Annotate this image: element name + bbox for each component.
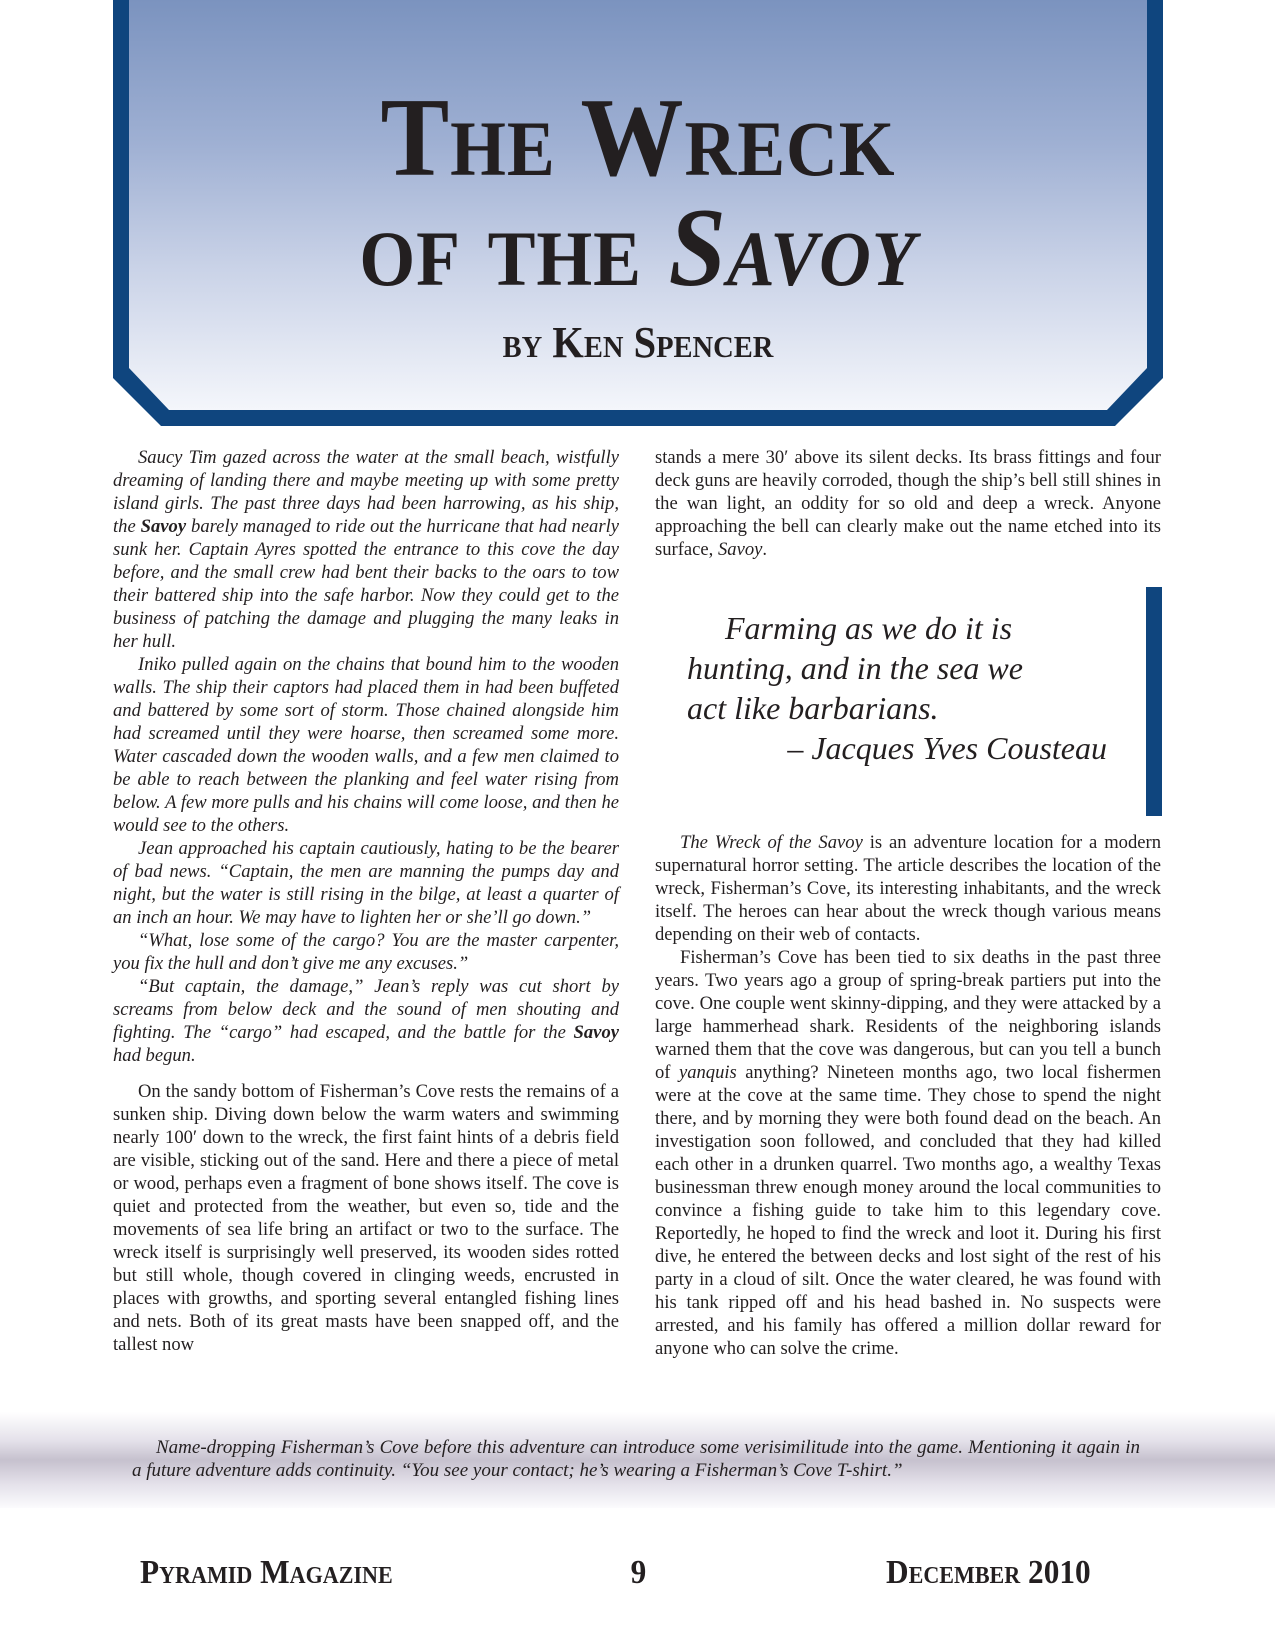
body-paragraph: On the sandy bottom of Fisherman’s Cove rests the remains of a sunken ship. Diving down below the warm waters and swimming nearly 100′ down to the wreck, the first faint hints of a debris field are visible, sticking out of the sand. Here and there a piece of metal or wood, perhaps even a fragment of bone shows itself. The cove is quiet and protected from the weather, but even so, tide and the movements of sea life bring an artifact or two to the surface. The wreck itself is surprisingly well preserved, its wooden sides rotted but still whole, though covered in clinging weeds, encrusted in places with growths, and sporting several entangled fishing lines and nets. Both of its great masts have been snapped off, and the tallest now	[113, 1081, 619, 1355]
fiction-paragraph	[113, 446, 619, 653]
pull-quote-line: act like barbarians.	[687, 690, 939, 726]
fiction-paragraph: Iniko pulled again on the chains that bound him to the wooden walls. The ship their captors had placed them in had been buffeted and battered by some sort of storm. Those chained alongside him had screamed until they were hoarse, then screamed some more. Water cascaded down the wooden walls, and a few men claimed to be able to reach between the planking and feel water rising from below. A few more pulls and his chains will come loose, and then he would see to the others.	[113, 654, 619, 836]
body-paragraph	[655, 946, 1161, 1360]
text-run: “But captain, the damage,” Jean’s reply was cut short by screams from below deck and the sound of men shouting and fighting. The “cargo” had escaped, and the battle for the	[113, 976, 619, 1043]
ship-name: Savoy	[573, 1022, 619, 1043]
left-column	[113, 446, 619, 1356]
text-run: .	[762, 539, 768, 560]
right-column-lower	[655, 831, 1161, 1360]
fiction-intro	[113, 446, 619, 1067]
text-run: barely managed to ride out the hurricane that had nearly sunk her. Captain Ayres spotted the entrance to this cove the day before, and the small crew had bent their backs to the oars to tow their battered ship into the safe harbor. Now they could get to the business of patching the damage and plugging the many leaks in her hull.	[113, 516, 619, 652]
byline: by Ken Spencer	[502, 318, 774, 367]
article-title-prefix: of the	[359, 186, 669, 310]
text-run: is an adventure location for a modern supernatural horror setting. The article describes the location of the wreck, Fisherman’s Cove, its interesting inhabitants, and the wreck itself. The heroes can hear about the wreck though various means depending on their web of contacts.	[655, 832, 1161, 945]
footer-page-number: 9	[630, 1554, 647, 1591]
pull-quote	[655, 608, 1135, 768]
tip-text: Name-dropping Fisherman’s Cove before this adventure can introduce some verisimilitude into the game. Mentioning it again in a future adventure adds continuity. “You see your contact; he’s wearing a Fisherman’s Cove T-shirt.”	[132, 1437, 1140, 1481]
emphasis: yanquis	[678, 1062, 737, 1083]
footer-issue-date: December 2010	[886, 1554, 1091, 1591]
article-title-savoy: Savoy	[668, 186, 917, 310]
text-run: Saucy Tim gazed across the water at the small beach, wistfully dreaming of landing there and maybe meeting up with some pretty island girls. The past three days had been harrowing, as his ship, the	[113, 447, 619, 537]
text-run: had begun.	[113, 1045, 196, 1066]
pull-quote-attribution: – Jacques Yves Cousteau	[787, 730, 1107, 766]
pull-quote-accent-bar	[1146, 587, 1162, 816]
ship-name: Savoy	[140, 516, 187, 537]
ship-name: Savoy	[717, 539, 763, 560]
text-run: anything? Nineteen months ago, two local fishermen were at the cove at the same time. They chose to spend the night there, and by morning they were both found dead on the beach. An investigation soon followed, and concluded that they had killed each other in a drunken quarrel. Two months ago, a wealthy Texas businessman threw enough money around the local communities to convince a fishing guide to take him to this legendary cove. Reportedly, he hoped to find the wreck and loot it. During his first dive, he entered the between decks and lost sight of the rest of his party in a cloud of silt. Once the water cleared, he was found with his tank ripped off and his head bashed in. No suspects were arrested, and his family has offered a million dollar reward for anyone who can solve the crime.	[655, 1062, 1161, 1359]
article-title-line1: The Wreck	[380, 76, 896, 200]
right-column	[655, 446, 1161, 561]
text-run: Fisherman’s Cove has been tied to six deaths in the past three years. Two years ago a group of spring-break partiers put into the cove. One couple went skinny-dipping, and they were attacked by a large hammerhead shark. Residents of the neighboring islands warned them that the cove was dangerous, but can you tell a bunch of	[655, 947, 1161, 1083]
fiction-paragraph: “What, lose some of the cargo? You are the master carpenter, you fix the hull and don’t give me any excuses.”	[113, 930, 619, 974]
pull-quote-line: hunting, and in the sea we	[687, 650, 1023, 686]
article-title-line2	[155, 186, 1121, 310]
article-title-reference: The Wreck of the Savoy	[680, 832, 863, 853]
text-run: stands a mere 30′ above its silent decks. Its brass fittings and four deck guns are heavily corroded, though the ship’s bell still shines in the wan light, an oddity for so old and deep a wreck. Anyone approaching the bell can clearly make out the name etched into its surface,	[655, 447, 1161, 560]
tip-sidebar-text	[132, 1436, 1140, 1482]
fiction-paragraph	[113, 975, 619, 1067]
body-paragraph-continued	[655, 446, 1161, 561]
fiction-paragraph: Jean approached his captain cautiously, hating to be the bearer of bad news. “Captain, the men are manning the pumps day and night, but the water is still rising in the bilge, at least a quarter of an inch an hour. We may have to lighten her or she’ll go down.”	[113, 838, 619, 928]
pull-quote-line: Farming as we do it is	[725, 610, 1013, 646]
footer-publication: Pyramid Magazine	[140, 1554, 393, 1591]
body-paragraph	[655, 831, 1161, 946]
